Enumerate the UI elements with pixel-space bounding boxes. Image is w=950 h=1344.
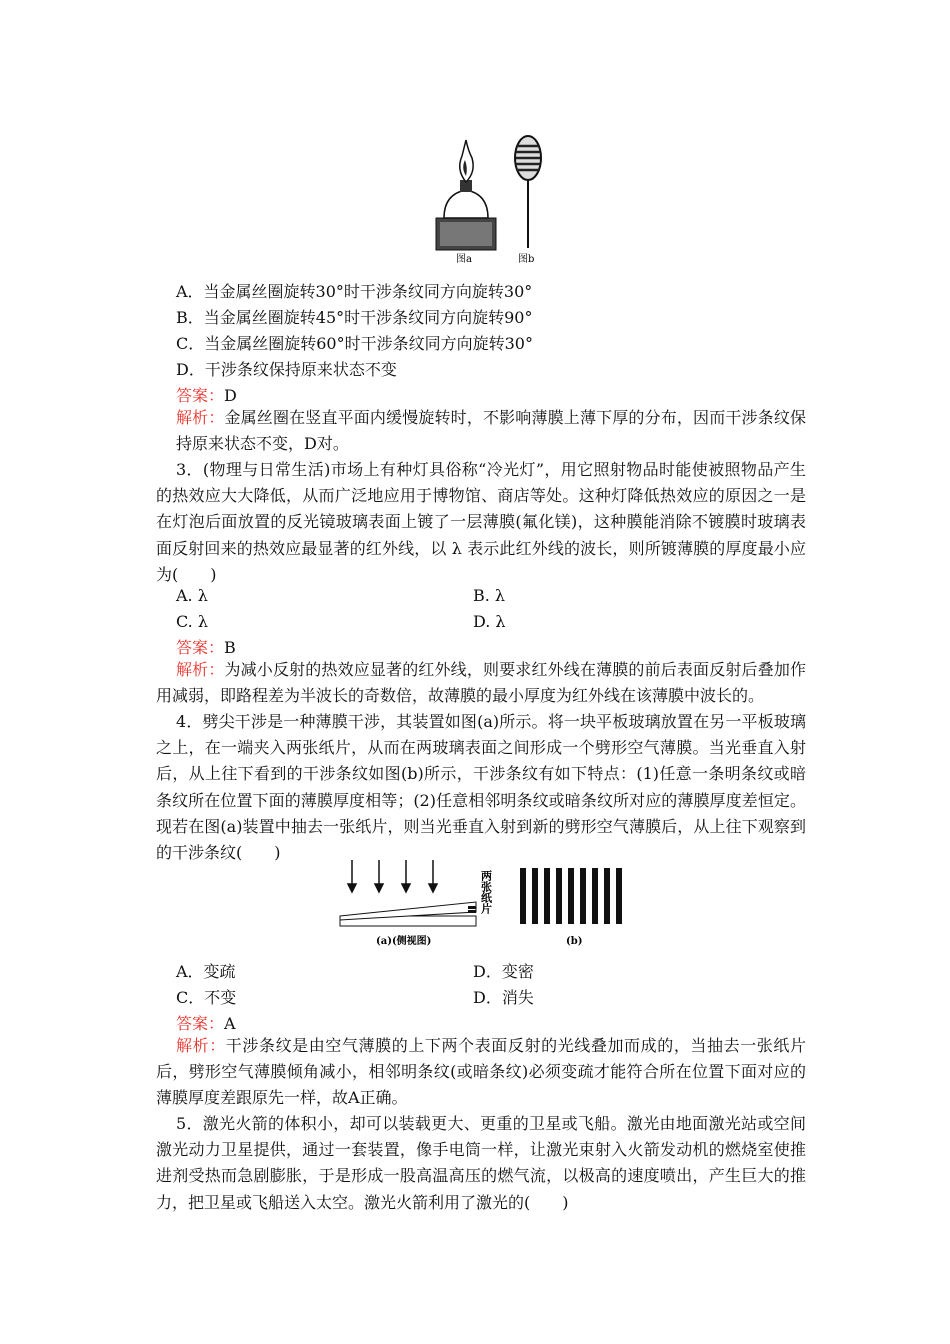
q3-option-c: C. λ: [176, 612, 208, 631]
q4-option-a: A．变疏: [176, 962, 236, 981]
q2-answer: [176, 386, 237, 406]
interference-fringes: [520, 868, 622, 924]
q4-stem: 4．劈尖干涉是一种薄膜干涉，其装置如图(a)所示。将一块平板玻璃放置在另一平板玻璃之上，在一端夹入两张纸片，从而在两玻璃表面之间形成一个劈形空气薄膜。当光垂直入射后，从上往下看到的干涉条纹如图(b)所示，干涉条纹有如下特点：(1)任意一条明条纹或暗条纹所在位置下面的薄膜厚度相等；(2)任意相邻明条纹或暗条纹所对应的薄膜厚度差恒定。现若在图(a)装置中抽去一张纸片，则当光垂直入射到新的劈形空气薄膜后，从上往下观察到的干涉条纹( ): [156, 712, 806, 863]
q3-option-b: B. λ: [473, 586, 506, 605]
q2-option-a: A．当金属丝圈旋转30°时干涉条纹同方向旋转30°: [176, 282, 533, 301]
explanation-label: 解析：: [176, 408, 225, 427]
answer-value: B: [224, 638, 236, 657]
q3-answer: [176, 638, 236, 658]
answer-label: 答案：: [176, 386, 225, 405]
answer-value: A: [224, 1014, 236, 1033]
explanation-label: 解析：: [176, 1036, 226, 1055]
paper-label: 两张纸片: [479, 870, 493, 914]
q4-option-d: D．消失: [473, 988, 534, 1007]
fig-caption-a: 图a: [456, 254, 472, 265]
figure-wedge-interference: [330, 858, 630, 950]
explanation-label: 解析：: [176, 660, 225, 679]
q3-option-d: D. λ: [473, 612, 506, 631]
answer-label: 答案：: [176, 638, 225, 657]
q2-option-b: B．当金属丝圈旋转45°时干涉条纹同方向旋转90°: [176, 308, 533, 327]
q3-stem: 3．(物理与日常生活)市场上有种灯具俗称“冷光灯”，用它照射物品时能使被照物品产生的热效应大大降低，从而广泛地应用于博物馆、商店等处。这种灯降低热效应的原因之一是在灯泡后面放置的反光镜玻璃表面上镀了一层薄膜(氟化镁)，这种膜能消除不镀膜时玻璃表面反射回来的热效应最显著的红外线，以 λ 表示此红外线的波长，则所镀薄膜的厚度最小应为( ): [156, 460, 806, 584]
flame: [460, 140, 473, 182]
q3-option-a: A. λ: [176, 586, 208, 605]
answer-label: 答案：: [176, 1014, 225, 1033]
explanation-text: 金属丝圈在竖直平面内缓慢旋转时，不影响薄膜上薄下厚的分布，因而干涉条纹保持原来状态不变，D对。: [176, 408, 806, 454]
q4-option-b: D．变密: [473, 962, 534, 981]
q3-explanation: [156, 657, 806, 709]
fig-caption-a: (a)(侧视图): [376, 936, 432, 947]
q4-option-c: C．不变: [176, 988, 237, 1007]
q2-explanation: [176, 405, 806, 457]
q2-option-c: C．当金属丝圈旋转60°时干涉条纹同方向旋转30°: [176, 334, 533, 353]
fig-caption-b: 图b: [518, 254, 535, 265]
explanation-text: 为减小反射的热效应显著的红外线，则要求红外线在薄膜的前后表面反射后叠加作用减弱，即路程差为半波长的奇数倍，故薄膜的最小厚度为红外线在该薄膜中波长的。: [156, 660, 806, 706]
explanation-text: 干涉条纹是由空气薄膜的上下两个表面反射的光线叠加而成的，当抽去一张纸片后，劈形空气薄膜倾角减小，相邻明条纹(或暗条纹)必须变疏才能符合所在位置下面对应的薄膜厚度差跟原先一样，故A正确。: [156, 1036, 806, 1108]
fig-caption-b: (b): [566, 936, 583, 947]
q4-answer: [176, 1014, 236, 1034]
q4-explanation: [156, 1033, 806, 1112]
q2-option-d: D．干涉条纹保持原来状态不变: [176, 360, 397, 379]
answer-value: D: [224, 386, 237, 405]
figure-lamp-and-ring: [430, 130, 560, 270]
q5-stem: 5．激光火箭的体积小，却可以装载更大、更重的卫星或飞船。激光由地面激光站或空间激光动力卫星提供，通过一套装置，像手电筒一样，让激光束射入火箭发动机的燃烧室使推进剂受热而急剧膨胀，于是形成一股高温高压的燃气流，以极高的速度喷出，产生巨大的推力，把卫星或飞船送入太空。激光火箭利用了激光的( ): [156, 1114, 806, 1212]
